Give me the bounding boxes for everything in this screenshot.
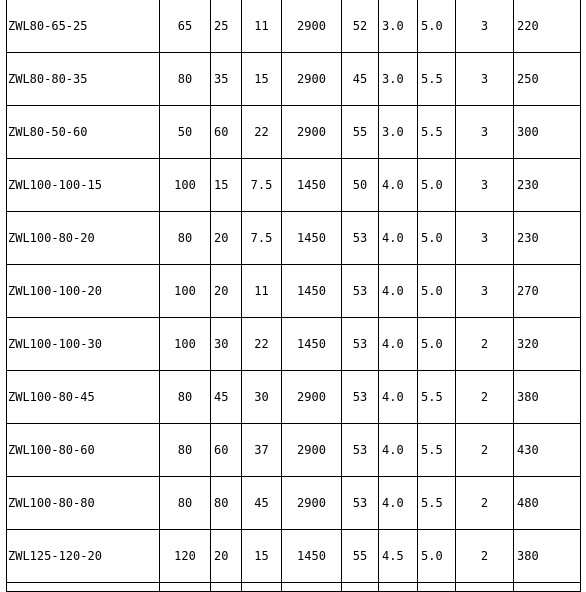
table-cell-head: 20 (211, 265, 242, 318)
table-cell-stages: 2 (456, 477, 514, 530)
table-cell-power: 37 (242, 424, 282, 477)
table-cell-flow: 50 (160, 106, 211, 159)
table-cell-model: ZWL80-80-35 (7, 53, 160, 106)
table-cell-outlet: 5.0 (418, 265, 456, 318)
table-cell-efficiency: 53 (342, 265, 379, 318)
table-cell-efficiency: 45 (342, 53, 379, 106)
table-cell-outlet: 5.0 (418, 530, 456, 583)
table-cell-efficiency: 53 (342, 477, 379, 530)
table-cell-speed: 2900 (282, 0, 342, 53)
table-cell-head: 20 (211, 212, 242, 265)
table-row-partial (7, 583, 581, 592)
table-cell-weight: 300 (514, 106, 581, 159)
table-cell-flow: 65 (160, 0, 211, 53)
table-cell-outlet: 5.5 (418, 53, 456, 106)
table-cell-npsh: 4.0 (379, 318, 418, 371)
table-cell-model: ZWL100-100-20 (7, 265, 160, 318)
table-cell-power: 22 (242, 106, 282, 159)
table-cell-model: ZWL100-80-80 (7, 477, 160, 530)
table-cell-speed: 2900 (282, 53, 342, 106)
table-cell-weight: 230 (514, 212, 581, 265)
table-cell-efficiency: 52 (342, 0, 379, 53)
table-cell-npsh: 4.0 (379, 212, 418, 265)
table-cell-power: 7.5 (242, 212, 282, 265)
table-cell-weight: 380 (514, 371, 581, 424)
table-cell-speed: 1450 (282, 212, 342, 265)
table-cell-empty (211, 583, 242, 592)
table-cell-empty (342, 583, 379, 592)
table-cell-speed: 2900 (282, 477, 342, 530)
table-cell-head: 45 (211, 371, 242, 424)
table-cell-stages: 3 (456, 265, 514, 318)
table-row (7, 424, 581, 477)
table-cell-outlet: 5.0 (418, 318, 456, 371)
table-cell-head: 60 (211, 106, 242, 159)
table-cell-model: ZWL125-120-20 (7, 530, 160, 583)
table-row (7, 53, 581, 106)
table-row (7, 530, 581, 583)
table-row (7, 106, 581, 159)
table-cell-weight: 380 (514, 530, 581, 583)
table-cell-npsh: 4.0 (379, 371, 418, 424)
table-cell-power: 30 (242, 371, 282, 424)
table-cell-efficiency: 55 (342, 106, 379, 159)
table-cell-stages: 2 (456, 318, 514, 371)
table-cell-weight: 480 (514, 477, 581, 530)
table-cell-weight: 220 (514, 0, 581, 53)
table-cell-speed: 1450 (282, 159, 342, 212)
table-cell-outlet: 5.0 (418, 159, 456, 212)
table-row (7, 0, 581, 53)
table-cell-power: 15 (242, 53, 282, 106)
table-cell-head: 15 (211, 159, 242, 212)
table-cell-model: ZWL80-65-25 (7, 0, 160, 53)
table-cell-weight: 230 (514, 159, 581, 212)
table-cell-head: 35 (211, 53, 242, 106)
table-cell-outlet: 5.0 (418, 0, 456, 53)
table-cell-speed: 2900 (282, 106, 342, 159)
table-row (7, 477, 581, 530)
table-cell-model: ZWL100-80-45 (7, 371, 160, 424)
table-cell-efficiency: 50 (342, 159, 379, 212)
table-cell-npsh: 4.0 (379, 424, 418, 477)
table-cell-efficiency: 53 (342, 424, 379, 477)
table-cell-power: 7.5 (242, 159, 282, 212)
table-cell-empty (418, 583, 456, 592)
table-cell-stages: 3 (456, 53, 514, 106)
table-cell-outlet: 5.0 (418, 212, 456, 265)
table-cell-head: 80 (211, 477, 242, 530)
table-cell-head: 25 (211, 0, 242, 53)
table-cell-power: 15 (242, 530, 282, 583)
table-cell-empty (456, 583, 514, 592)
table-cell-weight: 270 (514, 265, 581, 318)
table-cell-head: 30 (211, 318, 242, 371)
table-cell-power: 11 (242, 265, 282, 318)
table-cell-outlet: 5.5 (418, 371, 456, 424)
table-cell-stages: 2 (456, 424, 514, 477)
table-cell-power: 11 (242, 0, 282, 53)
table-cell-power: 22 (242, 318, 282, 371)
table-cell-outlet: 5.5 (418, 477, 456, 530)
table-cell-npsh: 3.0 (379, 53, 418, 106)
table-row (7, 212, 581, 265)
table-cell-npsh: 3.0 (379, 0, 418, 53)
table-cell-stages: 2 (456, 530, 514, 583)
table-cell-stages: 3 (456, 212, 514, 265)
table-cell-flow: 80 (160, 424, 211, 477)
table-cell-efficiency: 53 (342, 212, 379, 265)
table-cell-weight: 430 (514, 424, 581, 477)
table-cell-empty (160, 583, 211, 592)
table-cell-flow: 120 (160, 530, 211, 583)
table-cell-stages: 2 (456, 371, 514, 424)
table-row (7, 265, 581, 318)
table-row (7, 318, 581, 371)
table-cell-efficiency: 53 (342, 371, 379, 424)
table-cell-efficiency: 53 (342, 318, 379, 371)
table-cell-flow: 80 (160, 371, 211, 424)
table-cell-model: ZWL100-100-30 (7, 318, 160, 371)
pump-spec-table (6, 0, 581, 592)
table-cell-model: ZWL100-100-15 (7, 159, 160, 212)
table-cell-empty (379, 583, 418, 592)
table-cell-speed: 1450 (282, 530, 342, 583)
table-cell-speed: 1450 (282, 265, 342, 318)
table-cell-empty (282, 583, 342, 592)
table-cell-head: 20 (211, 530, 242, 583)
table-cell-flow: 80 (160, 212, 211, 265)
table-cell-npsh: 3.0 (379, 106, 418, 159)
table-row (7, 159, 581, 212)
table-cell-npsh: 4.5 (379, 530, 418, 583)
table-cell-model: ZWL100-80-20 (7, 212, 160, 265)
table-cell-empty (242, 583, 282, 592)
table-cell-flow: 100 (160, 318, 211, 371)
table-cell-stages: 3 (456, 106, 514, 159)
table-cell-npsh: 4.0 (379, 265, 418, 318)
table-cell-empty (514, 583, 581, 592)
table-cell-efficiency: 55 (342, 530, 379, 583)
table-cell-empty (7, 583, 160, 592)
table-cell-power: 45 (242, 477, 282, 530)
table-cell-npsh: 4.0 (379, 477, 418, 530)
table-row (7, 371, 581, 424)
table-cell-speed: 1450 (282, 318, 342, 371)
table-cell-npsh: 4.0 (379, 159, 418, 212)
table-cell-flow: 100 (160, 265, 211, 318)
table-cell-head: 60 (211, 424, 242, 477)
table-cell-weight: 250 (514, 53, 581, 106)
table-cell-model: ZWL80-50-60 (7, 106, 160, 159)
table-cell-outlet: 5.5 (418, 424, 456, 477)
table-cell-flow: 80 (160, 53, 211, 106)
table-cell-weight: 320 (514, 318, 581, 371)
table-cell-flow: 80 (160, 477, 211, 530)
table-cell-outlet: 5.5 (418, 106, 456, 159)
table-cell-model: ZWL100-80-60 (7, 424, 160, 477)
table-cell-stages: 3 (456, 0, 514, 53)
table-cell-speed: 2900 (282, 371, 342, 424)
table-cell-speed: 2900 (282, 424, 342, 477)
table-cell-stages: 3 (456, 159, 514, 212)
table-cell-flow: 100 (160, 159, 211, 212)
